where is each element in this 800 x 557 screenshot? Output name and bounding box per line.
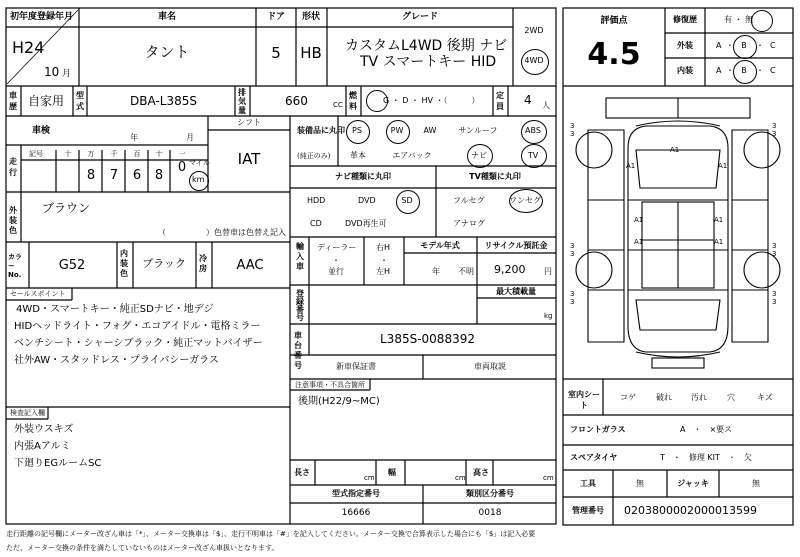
selling-point-line: 社外AW・スタッドレス・プライバシーガラス xyxy=(14,355,219,366)
shift-value: IAT xyxy=(237,150,261,168)
grade-dot: ・ xyxy=(756,41,764,50)
mgmt-value: 0203800002000013599 xyxy=(624,504,757,517)
car-damage-diagram xyxy=(566,90,790,376)
manual-label: 車両取説 xyxy=(474,362,506,371)
ac-label: 冷房 xyxy=(199,254,207,273)
mileage-digit: 6 xyxy=(132,168,142,183)
mileage-head: 十 xyxy=(64,150,72,158)
category-value: 0018 xyxy=(478,508,502,518)
equipment-label: 装備品に丸印 xyxy=(297,126,345,135)
import-lh: 左H xyxy=(376,267,391,276)
displacement-label: 排気量 xyxy=(238,88,246,115)
shift-label: シフト xyxy=(237,118,261,127)
door-value: 5 xyxy=(271,44,281,62)
interior-item: 汚れ xyxy=(691,393,707,402)
tv-header: TV種類に丸印 xyxy=(469,172,521,181)
tv-item: ワンセグ xyxy=(509,196,541,205)
inspector-line: 内張Aアルミ xyxy=(14,441,71,452)
jack-label: ジャッキ xyxy=(677,479,709,488)
length-unit: cm xyxy=(364,474,375,482)
repair-none-circle xyxy=(751,10,773,32)
usage-label: 車歴 xyxy=(9,91,17,111)
int-grade-a: A xyxy=(716,66,722,75)
mgmt-label: 管理番号 xyxy=(572,506,604,515)
grade-dot: ・ xyxy=(726,66,734,75)
diagram-mark-a1: A1 xyxy=(714,216,724,224)
equip-item: PW xyxy=(390,126,404,135)
diagram-mark-corner: 3 xyxy=(570,130,575,138)
equip-item: ABS xyxy=(525,126,541,135)
grade-dot: ・ xyxy=(756,66,764,75)
height-label: 高さ xyxy=(473,468,489,477)
ext-grade-a: A xyxy=(716,41,722,50)
warranty-label: 新車保証書 xyxy=(336,362,376,371)
car-name-label: 車名 xyxy=(157,12,177,22)
recycle-unit: 円 xyxy=(544,267,552,276)
jack-value: 無 xyxy=(752,479,760,488)
capacity-unit: 人 xyxy=(542,101,550,110)
int-grade-c: C xyxy=(770,66,776,75)
diagram-mark-corner: 3 xyxy=(772,250,777,258)
interior-label: 室内シート xyxy=(568,390,600,410)
tv-item: フルセグ xyxy=(453,196,485,205)
spare-label: スペアタイヤ xyxy=(570,453,618,462)
max-load-unit: kg xyxy=(544,312,553,320)
shape-value: HB xyxy=(300,44,322,62)
score-label: 評価点 xyxy=(600,16,628,26)
car-name-value: タント xyxy=(144,43,190,61)
tools-value: 無 xyxy=(636,479,644,488)
windshield-value: A ・ ×要ス xyxy=(680,425,733,434)
interior-item: キズ xyxy=(757,393,773,402)
grade-line2: TV スマートキー HID xyxy=(360,54,497,70)
ac-value: AAC xyxy=(236,258,264,273)
navi-item: DVD再生可 xyxy=(345,219,387,228)
diagram-mark-corner: 3 xyxy=(772,122,777,130)
navi-item: DVD xyxy=(358,196,376,205)
footer-note-2: ただ、メーター交換の条件を満たしていないものはメーター改ざん車扱いとなります。 xyxy=(6,544,279,552)
mileage-head-symbol: 記号 xyxy=(29,150,43,158)
diagram-mark-a1: A1 xyxy=(718,162,728,170)
navi-item: SD xyxy=(401,196,413,205)
first-reg-label: 初年度登録年月 xyxy=(10,12,74,22)
mileage-digit: 7 xyxy=(109,168,119,183)
model-year-unit: 年 xyxy=(432,267,440,276)
int-color-label: 内装色 xyxy=(120,249,128,278)
tv-item: アナログ xyxy=(453,219,485,228)
diagram-mark-corner: 3 xyxy=(570,298,575,306)
mileage-digit: 8 xyxy=(86,168,96,183)
int-grade-label: 内装 xyxy=(677,66,693,75)
notes-label: 注意事項・不具合箇所 xyxy=(295,381,365,389)
height-unit: cm xyxy=(543,474,554,482)
diagram-mark-corner: 3 xyxy=(570,242,575,250)
equip-item: サンルーフ xyxy=(458,126,498,135)
mileage-head: 百 xyxy=(133,150,141,158)
grade-label: グレード xyxy=(401,12,439,22)
inspector-line: 下廻りEGルームSC xyxy=(14,458,102,469)
equip-item: 革本 xyxy=(350,151,366,160)
capacity-label: 定員 xyxy=(496,91,504,111)
diagram-mark-corner: 3 xyxy=(772,298,777,306)
diagram-mark-a1: A1 xyxy=(670,146,680,154)
diagram-mark-corner: 3 xyxy=(772,130,777,138)
interior-item: 穴 xyxy=(727,393,735,402)
inspection-label: 車検 xyxy=(32,126,51,136)
type-cert-label: 型式指定番号 xyxy=(332,489,380,498)
import-parallel: 並行 xyxy=(328,267,344,276)
width-label: 幅 xyxy=(388,468,396,477)
diagram-mark-corner: 3 xyxy=(772,242,777,250)
mileage-digit: 8 xyxy=(154,168,164,183)
inspection-year: 年 xyxy=(130,133,138,142)
capacity-value: 4 xyxy=(524,93,532,107)
interior-item: コゲ xyxy=(620,393,636,402)
width-unit: cm xyxy=(455,474,466,482)
color-change-note: （ ）色替車は色替え記入 xyxy=(158,228,286,237)
selling-points-label: セールスポイント xyxy=(10,290,66,298)
shape-label: 形状 xyxy=(301,12,321,22)
diagram-mark-corner: 3 xyxy=(570,290,575,298)
selling-point-line: HIDヘッドライト・フォグ・エコアイドル・電格ミラー xyxy=(14,321,261,332)
color-no-value: G52 xyxy=(58,258,86,273)
door-label: ドア xyxy=(267,12,285,22)
repair-options: 有 ・ 無 xyxy=(724,15,754,24)
fuel-options: G ・ D ・ HV ・（ ） xyxy=(383,96,480,105)
mileage-km: km xyxy=(192,175,205,184)
color-no-label: カラーNo. xyxy=(8,253,22,279)
diagram-mark-a1: A1 xyxy=(634,216,644,224)
inspector-line: 外装ウスキズ xyxy=(14,424,74,435)
ext-grade-c: C xyxy=(770,41,776,50)
model-year-label: モデル年式 xyxy=(420,241,460,250)
equipment-note: (純正のみ) xyxy=(297,152,331,160)
model-label: 型式 xyxy=(76,91,84,111)
notes-value: 後期(H22/9~MC) xyxy=(298,396,380,407)
score-value: 4.5 xyxy=(587,37,641,72)
mileage-label: 走行 xyxy=(9,157,17,177)
mileage-mile: マイル xyxy=(189,159,210,167)
displacement-value: 660 xyxy=(285,94,308,108)
mileage-head: 一 xyxy=(178,150,186,158)
interior-item: 破れ xyxy=(656,393,672,402)
footer-note-1: 走行距離の記号欄にメーター改ざん車は「*」、メーター交換車は「$」、走行不明車は「#」を記入してください。メーター交換で合算表示した場合にも「$」は記入必要 xyxy=(6,530,536,538)
import-dot: ・ xyxy=(380,256,388,265)
registration-label: 登録番号 xyxy=(296,289,304,322)
diagram-mark-a1: A1 xyxy=(634,238,644,246)
diagram-mark-a1: A1 xyxy=(714,238,724,246)
first-reg-month: 10 xyxy=(44,65,60,79)
month-suffix: 月 xyxy=(62,69,72,79)
diagram-mark-a1: A1 xyxy=(626,162,636,170)
selling-point-line: 4WD・スマートキー・純正SDナビ・地デジ xyxy=(16,304,214,315)
navi-header: ナビ種類に丸印 xyxy=(335,172,391,181)
ext-color-value: ブラウン xyxy=(42,201,91,215)
diagram-mark-corner: 3 xyxy=(772,290,777,298)
navi-item: HDD xyxy=(307,196,326,205)
int-grade-b: B xyxy=(741,66,747,75)
diagram-mark-corner: 3 xyxy=(570,250,575,258)
grade-line1: カスタムL4WD 後期 ナビ xyxy=(345,38,508,54)
selling-point-line: ベンチシート・シャーシブラック・純正マットバイザー xyxy=(14,338,263,349)
navi-item: CD xyxy=(310,219,322,228)
ext-grade-b: B xyxy=(741,41,747,50)
import-dealer: ディーラー xyxy=(317,243,357,252)
fuel-label: 燃料 xyxy=(349,91,357,111)
mileage-head: 万 xyxy=(87,150,95,158)
category-label: 類別区分番号 xyxy=(466,489,514,498)
equip-item: TV xyxy=(527,151,539,160)
usage-value: 自家用 xyxy=(28,94,65,108)
max-load-label: 最大積載量 xyxy=(496,287,536,296)
ext-grade-label: 外装 xyxy=(677,41,693,50)
type-cert-value: 16666 xyxy=(341,508,371,518)
ext-color-label: 外装色 xyxy=(9,206,17,235)
chassis-value: L385S-0088392 xyxy=(380,332,475,346)
first-reg-era: H24 xyxy=(12,38,45,57)
model-value: DBA-L385S xyxy=(130,94,197,108)
recycle-label: リサイクル預託金 xyxy=(484,241,548,250)
grade-dot: ・ xyxy=(726,41,734,50)
tools-label: 工具 xyxy=(580,479,596,488)
mileage-digit: 0 xyxy=(177,160,187,175)
displacement-unit: CC xyxy=(333,101,343,109)
chassis-label: 車台番号 xyxy=(294,331,302,370)
drive-4wd: 4WD xyxy=(524,56,544,65)
model-year-value: 不明 xyxy=(458,267,474,276)
repair-label: 修復歴 xyxy=(673,15,697,24)
diagram-mark-corner: 3 xyxy=(570,122,575,130)
drive-2wd: 2WD xyxy=(524,26,544,35)
inspection-month: 月 xyxy=(186,133,194,142)
inspector-label: 検査記入欄 xyxy=(10,409,45,417)
equip-item: AW xyxy=(423,126,437,135)
spare-value: T ・ 修理 KIT ・ 欠 xyxy=(660,453,752,462)
length-label: 長さ xyxy=(294,468,310,477)
import-rh: 右H xyxy=(376,243,391,252)
fuel-g-circle xyxy=(366,90,388,112)
windshield-label: フロントガラス xyxy=(570,425,626,434)
recycle-value: 9,200 xyxy=(494,263,526,276)
import-label: 輸入車 xyxy=(296,242,304,271)
int-color-value: ブラック xyxy=(142,257,186,270)
equip-item: PS xyxy=(352,126,362,135)
equip-item: ナビ xyxy=(471,151,487,160)
mileage-head: 千 xyxy=(110,150,118,158)
import-dot: ・ xyxy=(332,256,340,265)
equip-item: エアバック xyxy=(392,151,432,160)
mileage-head: 十 xyxy=(155,150,163,158)
